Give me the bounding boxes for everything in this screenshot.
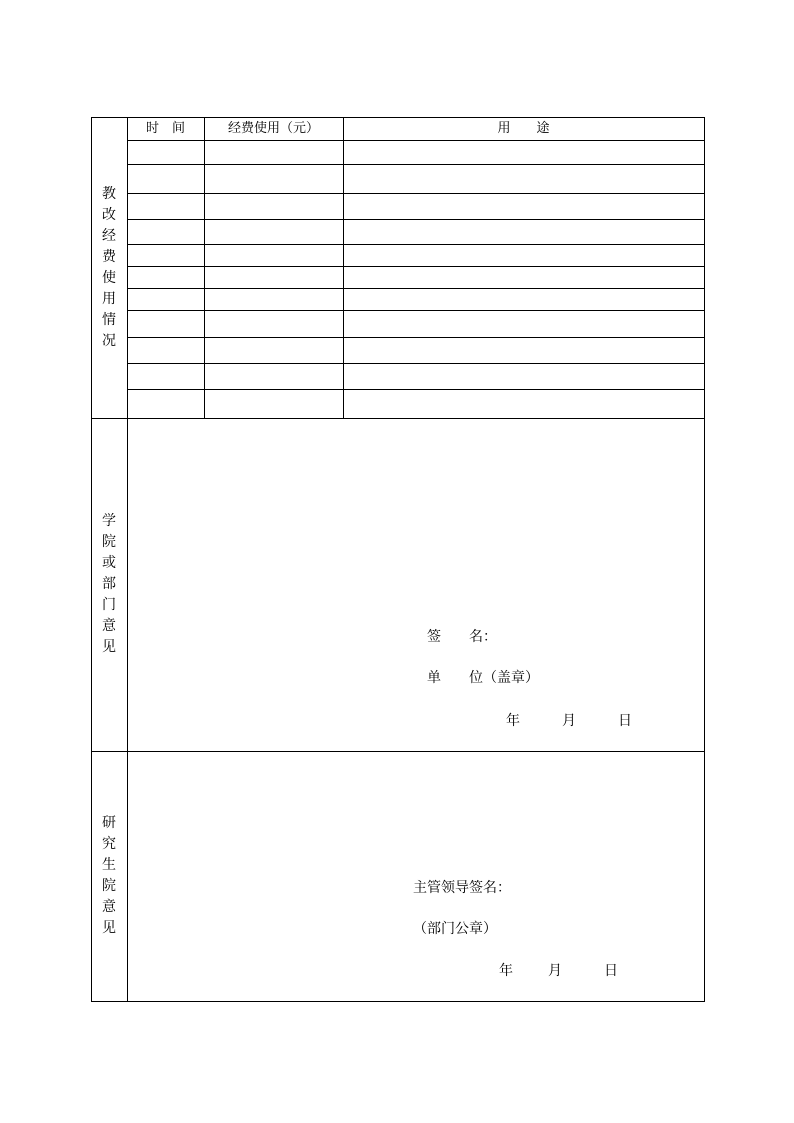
- table-col-divider-1: [204, 118, 205, 418]
- college-year-label: 年: [506, 713, 520, 729]
- college-section-label: [92, 418, 126, 751]
- table-row-line: [127, 193, 704, 194]
- label-char: 院: [102, 878, 116, 894]
- label-char: 意: [102, 899, 116, 915]
- label-char: 教: [102, 186, 116, 202]
- label-char: 部: [102, 576, 116, 592]
- section-divider-2: [92, 751, 704, 752]
- table-row-line: [127, 266, 704, 267]
- table-row-line: [127, 363, 704, 364]
- table-row-line: [127, 288, 704, 289]
- graduate-day-label: 日: [604, 963, 618, 979]
- label-char: 见: [102, 639, 116, 655]
- label-char: 使: [102, 270, 116, 286]
- expense-form: [91, 117, 705, 1002]
- college-signature-label: 签 名：: [427, 629, 497, 645]
- header-amount: 经费使用（元）: [227, 121, 319, 136]
- label-char: 况: [102, 333, 116, 349]
- section-divider-1: [92, 418, 704, 419]
- table-row-line: [127, 337, 704, 338]
- usage-section-label: [92, 118, 126, 418]
- table-row-line: [127, 140, 704, 141]
- graduate-year-label: 年: [499, 963, 513, 979]
- table-col-divider-2: [343, 118, 344, 418]
- table-row-line: [127, 244, 704, 245]
- label-char: 经: [102, 228, 116, 244]
- header-purpose: 用 途: [497, 121, 550, 136]
- college-day-label: 日: [618, 713, 632, 729]
- table-row-line: [127, 389, 704, 390]
- label-char: 究: [102, 836, 116, 852]
- label-char: 研: [102, 815, 116, 831]
- label-char: 院: [102, 534, 116, 550]
- table-row-line: [127, 310, 704, 311]
- label-char: 见: [102, 920, 116, 936]
- header-time: 时 间: [145, 121, 185, 136]
- table-row-line: [127, 164, 704, 165]
- graduate-month-label: 月: [548, 963, 562, 979]
- label-char: 意: [102, 618, 116, 634]
- label-char: 费: [102, 249, 116, 265]
- label-char: 用: [102, 291, 116, 307]
- graduate-section-label: [92, 751, 126, 1001]
- graduate-leader-signature-label: 主管领导签名：: [413, 880, 511, 896]
- label-char: 或: [102, 555, 116, 571]
- college-month-label: 月: [562, 713, 576, 729]
- label-char: 生: [102, 857, 116, 873]
- label-char: 改: [102, 207, 116, 223]
- college-unit-label: 单 位（盖章）: [427, 670, 539, 686]
- label-char: 学: [102, 513, 116, 529]
- table-row-line: [127, 219, 704, 220]
- label-column-divider: [127, 118, 128, 1001]
- label-char: 情: [102, 312, 116, 328]
- graduate-seal-label: （部门公章）: [413, 921, 497, 937]
- label-char: 门: [102, 597, 116, 613]
